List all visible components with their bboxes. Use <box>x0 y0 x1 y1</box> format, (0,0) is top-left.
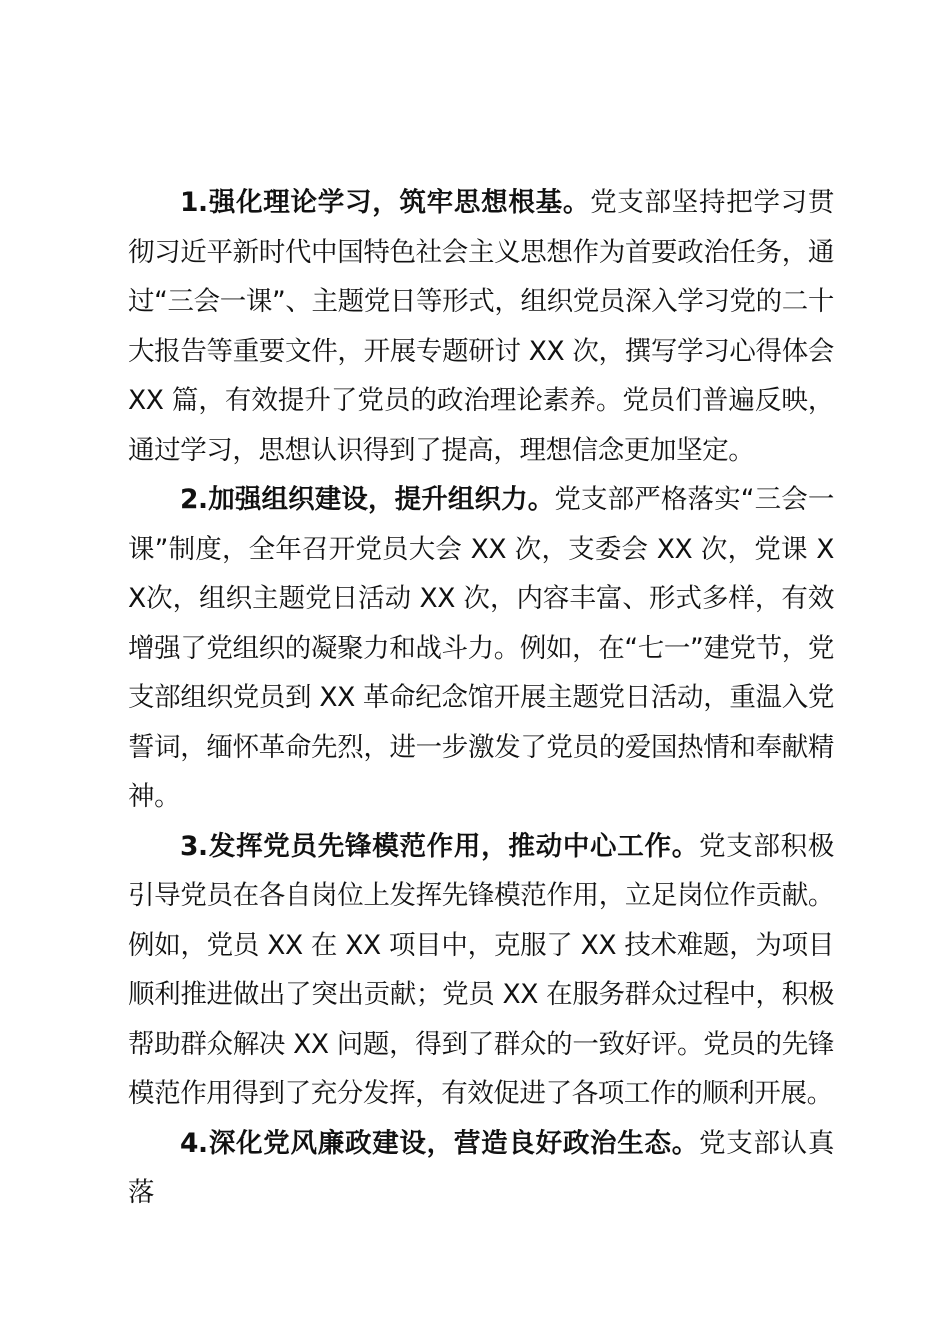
paragraph-1 <box>128 178 834 475</box>
paragraph-1-heading: 1.强化理论学习，筑牢思想根基。 <box>180 187 591 218</box>
document-body <box>128 178 834 1218</box>
paragraph-4 <box>128 1119 834 1218</box>
paragraph-4-heading: 4.深化党风廉政建设，营造良好政治生态。 <box>180 1127 699 1159</box>
paragraph-1-text: 党支部坚持把学习贯彻习近平新时代中国特色社会主义思想作为首要政治任务，通过“三会一课”、主题党日等形式，组织党员深入学习党的二十大报告等重要文件，开展专题研讨 XX 次，撰写学习心得体会XX 篇，有效提升了党员的政治理论素养。党员们普遍反映，通过学习，思想认识得到了提高，理想信念更加坚定。 <box>128 187 835 466</box>
paragraph-3 <box>128 822 834 1119</box>
paragraph-3-text: 党支部积极引导党员在各自岗位上发挥先锋模范作用，立足岗位作贡献。例如，党员 XX 在 XX 项目中，克服了 XX 技术难题，为项目顺利推进做出了突出贡献；党员 XX 在服务群众过程中，积极帮助群众解决 XX 问题，得到了群众的一致好评。党员的先锋模范作用得到了充分发挥，有效促进了各项工作的顺利开展。 <box>128 830 835 1109</box>
paragraph-3-heading: 3.发挥党员先锋模范作用，推动中心工作。 <box>180 830 699 862</box>
paragraph-2-heading: 2.加强组织建设，提升组织力。 <box>180 484 555 515</box>
paragraph-2 <box>128 475 834 822</box>
paragraph-4-text: 党支部认真落 <box>128 1127 835 1208</box>
paragraph-2-text: 党支部严格落实“三会一课”制度，全年召开党员大会 XX 次，支委会 XX 次，党课 XX次，组织主题党日活动 XX 次，内容丰富、形式多样，有效增强了党组织的凝聚力和战斗力。例如，在“七一”建党节，党支部组织党员到 XX 革命纪念馆开展主题党日活动，重温入党誓词，缅怀革命先烈，进一步激发了党员的爱国热情和奉献精神。 <box>128 484 834 812</box>
